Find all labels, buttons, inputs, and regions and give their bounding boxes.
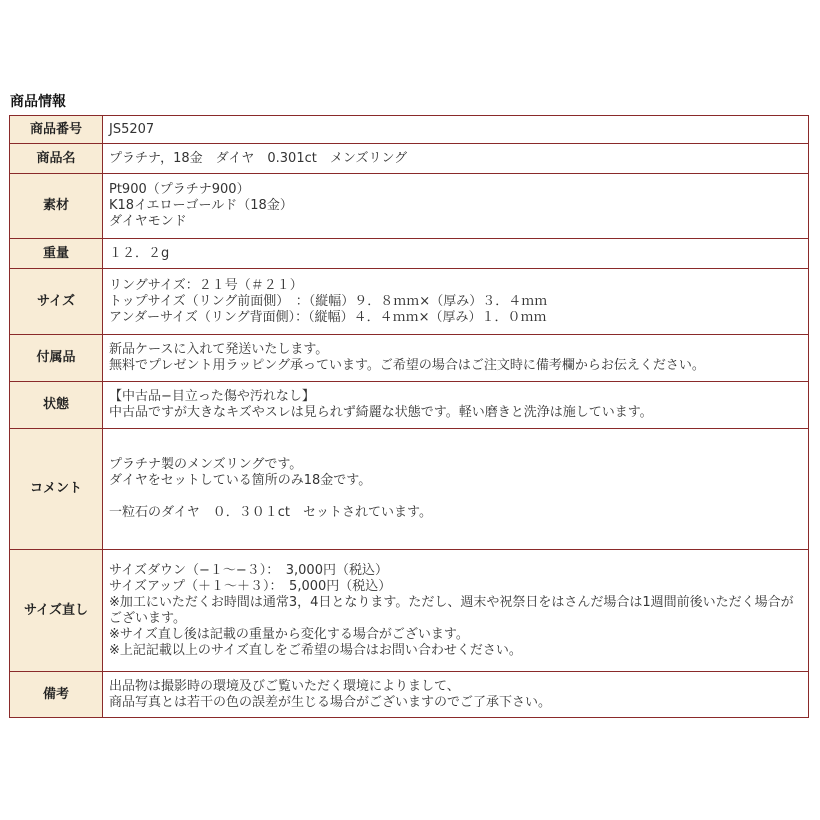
value-line: サイズダウン（−１〜−３）： 3,000円（税込） <box>109 562 388 578</box>
row-value <box>103 269 809 335</box>
value-line: 新品ケースに入れて発送いたします。 <box>109 342 329 357</box>
row-label: コメント <box>10 429 103 550</box>
value-line: 中古品ですが大きなキズやスレは見られず綺麗な状態です。軽い磨きと洗浄は施しています。 <box>109 405 653 420</box>
row-condition <box>10 382 809 429</box>
row-value <box>103 672 809 718</box>
value-line: ダイヤをセットしている箇所のみ18金です。 <box>109 473 372 488</box>
value-line: 一粒石のダイヤ ０．３０１ct セットされています。 <box>109 505 432 520</box>
row-product-number <box>10 116 809 144</box>
value-line: Pt900（プラチナ900） <box>109 182 250 197</box>
value-line: K18イエローゴールド（18金） <box>109 198 293 213</box>
value-line: 【中古品−目立った傷や汚れなし】 <box>109 389 315 404</box>
value-line: リングサイズ：２１号（＃２１） <box>109 277 303 293</box>
row-label: サイズ直し <box>10 550 103 672</box>
row-label: 状態 <box>10 382 103 429</box>
value-line: JS5207 <box>109 121 155 137</box>
row-value <box>103 144 809 174</box>
row-notes <box>10 672 809 718</box>
row-label: 商品番号 <box>10 116 103 144</box>
row-value <box>103 174 809 239</box>
row-product-name <box>10 144 809 174</box>
row-material <box>10 174 809 239</box>
row-size <box>10 269 809 335</box>
row-value <box>103 550 809 672</box>
value-line: 出品物は撮影時の環境及びご覧いただく環境によりまして、 <box>109 678 460 694</box>
row-label: 付属品 <box>10 335 103 382</box>
row-value <box>103 335 809 382</box>
value-line: ※加工にいただくお時間は通常3，4日となります。ただし、週末や祝祭日をはさんだ場合は1週間前後いただく場合がございます。 <box>109 594 794 626</box>
value-line: 無料でプレゼント用ラッピング承っています。ご希望の場合はご注文時に備考欄からお伝えください。 <box>109 358 705 373</box>
row-label: サイズ <box>10 269 103 335</box>
value-line: ※上記記載以上のサイズ直しをご希望の場合はお問い合わせください。 <box>109 642 522 658</box>
row-accessories <box>10 335 809 382</box>
value-line: トップサイズ（リング前面側） ：（縦幅）９．８ｍｍ×（厚み）３．４ｍｍ <box>109 293 548 309</box>
row-label: 重量 <box>10 239 103 269</box>
row-value <box>103 239 809 269</box>
section-title: 商品情報 <box>10 94 66 110</box>
row-weight <box>10 239 809 269</box>
value-line: サイズアップ（＋１〜＋３）： 5,000円（税込） <box>109 578 392 594</box>
value-line: プラチナ製のメンズリングです。 <box>109 457 303 472</box>
value-line: １２．２g <box>109 245 170 261</box>
row-label: 素材 <box>10 174 103 239</box>
row-comment <box>10 429 809 550</box>
value-line: ダイヤモンド <box>109 214 187 229</box>
product-info-table <box>9 115 809 718</box>
row-label: 商品名 <box>10 144 103 174</box>
row-size-adjustment <box>10 550 809 672</box>
value-line: アンダーサイズ（リング背面側）：（縦幅）４．４ｍｍ×（厚み）１．０ｍｍ <box>109 309 547 325</box>
row-value <box>103 116 809 144</box>
value-line: 商品写真とは若干の色の誤差が生じる場合がございますのでご了承下さい。 <box>109 694 552 710</box>
value-line: ※サイズ直し後は記載の重量から変化する場合がございます。 <box>109 626 469 642</box>
row-label: 備考 <box>10 672 103 718</box>
value-blank-line <box>109 489 802 505</box>
row-value <box>103 382 809 429</box>
row-value <box>103 429 809 550</box>
value-line: プラチナ，18金 ダイヤ 0.301ct メンズリング <box>109 150 408 166</box>
